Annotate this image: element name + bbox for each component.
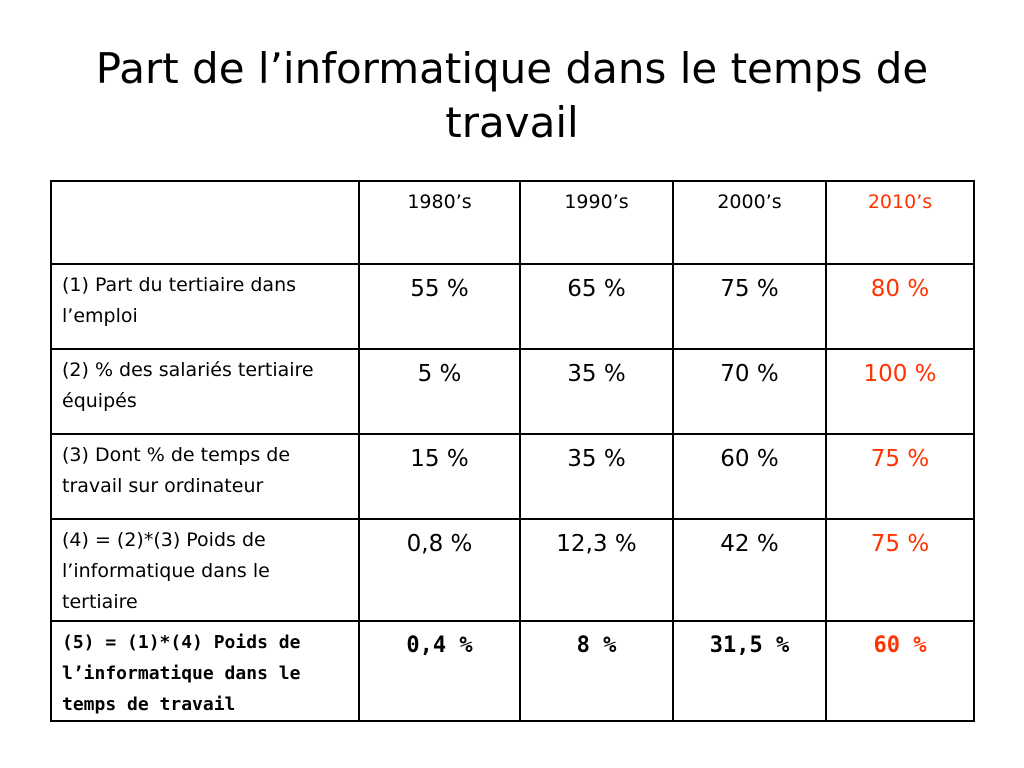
table-cell: 35 % xyxy=(520,349,673,434)
page-title: Part de l’informatique dans le temps de travail xyxy=(95,44,929,147)
table-cell: 0,8 % xyxy=(359,519,520,621)
table-cell-highlight: 75 % xyxy=(826,519,974,621)
table-cell: 8 % xyxy=(520,621,673,721)
table-cell: 60 % xyxy=(673,434,826,519)
table-cell: 55 % xyxy=(359,264,520,349)
row-label: (4) = (2)*(3) Poids de l’informatique dans le tertiaire xyxy=(51,519,359,621)
table-cell: 42 % xyxy=(673,519,826,621)
data-table xyxy=(50,180,975,722)
table-cell: 75 % xyxy=(673,264,826,349)
header-cell-1980s: 1980’s xyxy=(359,181,520,264)
row-label: (2) % des salariés tertiaire équipés xyxy=(51,349,359,434)
table-cell: 35 % xyxy=(520,434,673,519)
table-cell: 5 % xyxy=(359,349,520,434)
row-label: (1) Part du tertiaire dans l’emploi xyxy=(51,264,359,349)
header-cell-empty xyxy=(51,181,359,264)
table-row xyxy=(51,519,974,621)
table-cell: 65 % xyxy=(520,264,673,349)
row-label: (5) = (1)*(4) Poids de l’informatique dans le temps de travail xyxy=(51,621,359,721)
table-row xyxy=(51,434,974,519)
table-cell: 31,5 % xyxy=(673,621,826,721)
table-cell-highlight: 80 % xyxy=(826,264,974,349)
table-cell-highlight: 75 % xyxy=(826,434,974,519)
header-cell-2010s: 2010’s xyxy=(826,181,974,264)
table-cell-highlight: 100 % xyxy=(826,349,974,434)
table-row xyxy=(51,349,974,434)
header-cell-2000s: 2000’s xyxy=(673,181,826,264)
table-cell-highlight: 60 % xyxy=(826,621,974,721)
table-row-total xyxy=(51,621,974,721)
table-cell: 15 % xyxy=(359,434,520,519)
row-label: (3) Dont % de temps de travail sur ordinateur xyxy=(51,434,359,519)
header-cell-1990s: 1990’s xyxy=(520,181,673,264)
table-row xyxy=(51,264,974,349)
table-cell: 12,3 % xyxy=(520,519,673,621)
table-header-row xyxy=(51,181,974,264)
table-cell: 70 % xyxy=(673,349,826,434)
table-cell: 0,4 % xyxy=(359,621,520,721)
